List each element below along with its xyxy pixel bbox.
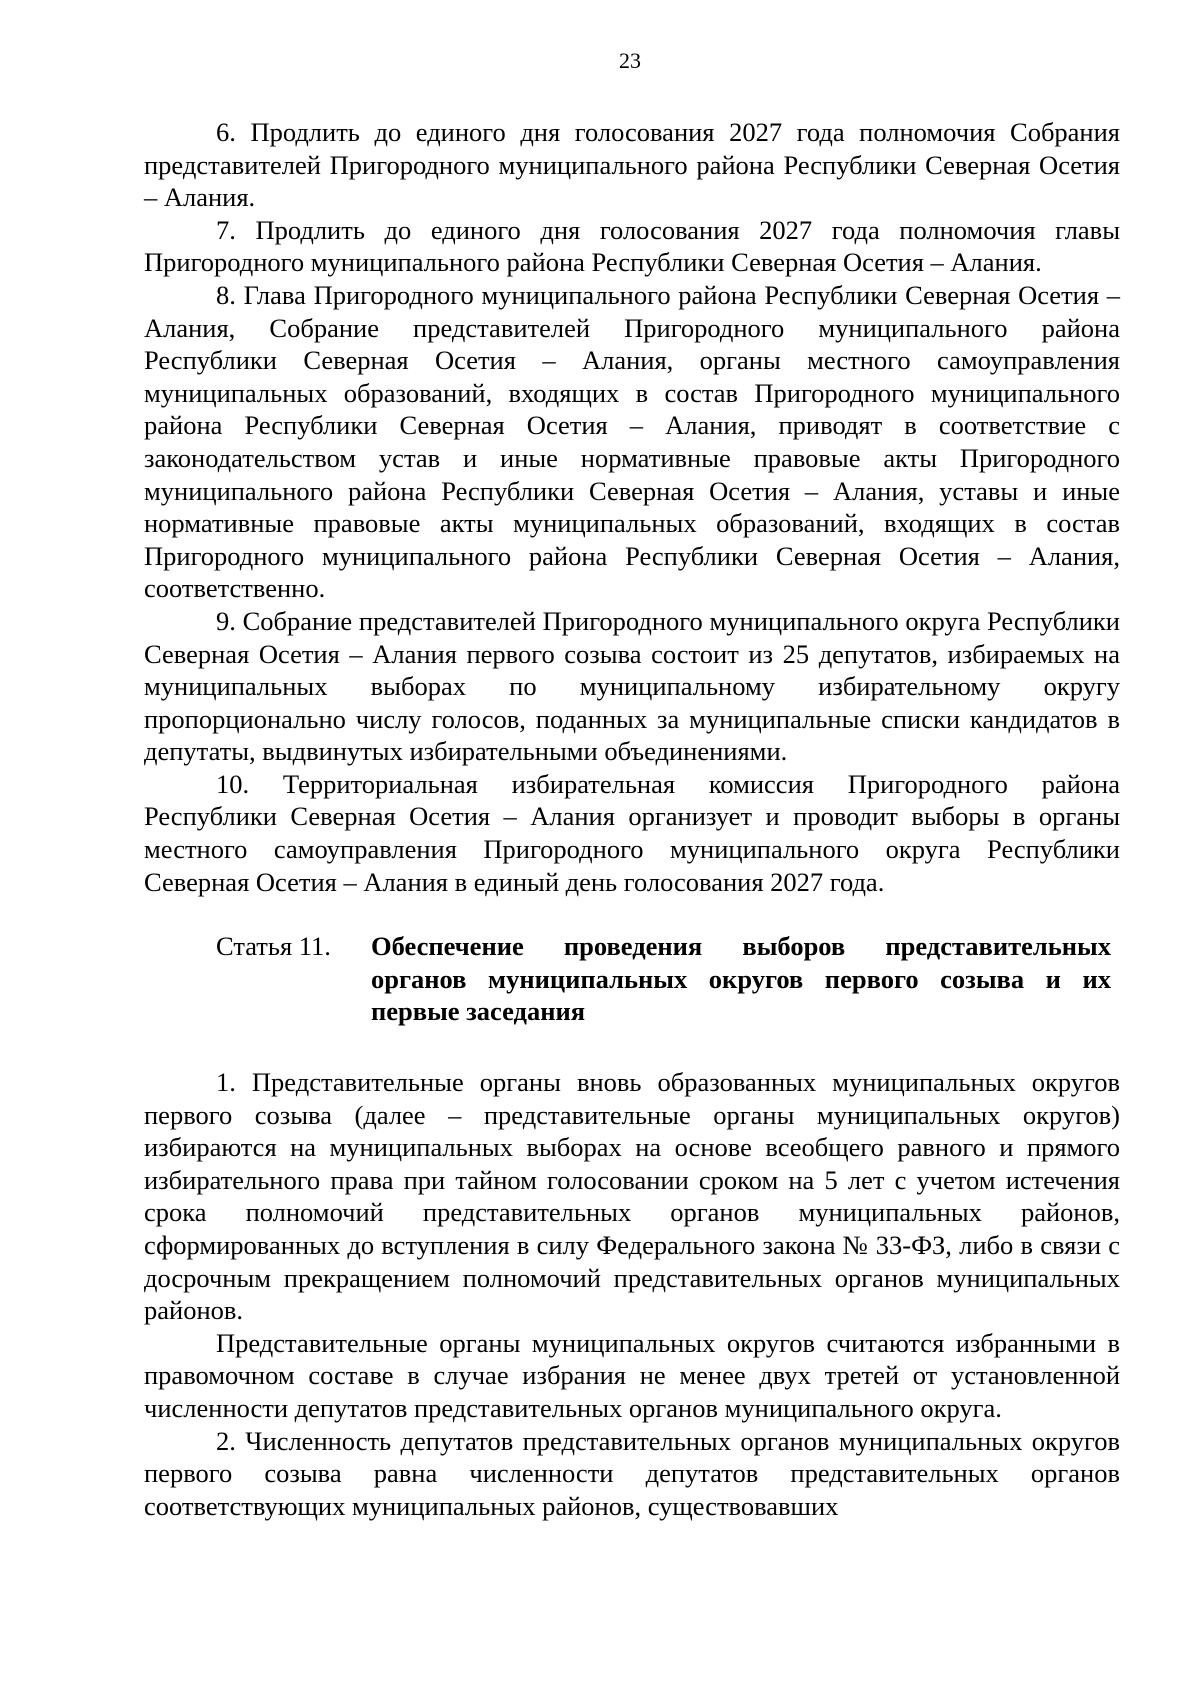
article-paragraph-2: 2. Численность депутатов представительных органов муниципальных округов первого созыва равна численности депутатов представительных органов соответствующих муниципальных районов, существовавших (144, 1425, 1120, 1521)
article-paragraph-1: 1. Представительные органы вновь образованных муниципальных округов первого созыва (далее – представительные органы муниципальных округов) избираются на муниципальных выборах на основе всеобщего равного и прямого избирательного права при тайном голосовании сроком на 5 лет с учетом истечения срока полномочий представительных органов муниципальных районов, сформированных до вступления в силу Федерального закона № 33-ФЗ, либо в связи с досрочным прекращением полномочий представительных органов муниципальных районов. (144, 1067, 1120, 1326)
article-label: Статья 11. (216, 931, 331, 961)
section-top (144, 116, 1120, 898)
paragraph-8: 8. Глава Пригородного муниципального района Республики Северная Осетия – Алания, Собрание представителей Пригородного муниципального района Республики Северная Осетия – Алания, органы местного самоуправления муниципальных образований, входящих в состав Пригородного муниципального района Республики Северная Осетия – Алания, приводят в соответствие с законодательством устав и иные нормативные правовые акты Пригородного муниципального района Республики Северная Осетия – Алания, уставы и иные нормативные правовые акты муниципальных образований, входящих в состав Пригородного муниципального района Республики Северная Осетия – Алания, соответственно. (144, 279, 1120, 604)
paragraph-7: 7. Продлить до единого дня голосования 2027 года полномочия главы Пригородного муниципального района Республики Северная Осетия – Алания. (144, 214, 1120, 278)
paragraph-9: 9. Собрание представителей Пригородного муниципального округа Республики Северная Осетия – Алания первого созыва состоит из 25 депутатов, избираемых на муниципальных выборах по муниципальному избирательному округу пропорционально числу голосов, поданных за муниципальные списки кандидатов в депутаты, выдвинутых избирательными объединениями. (144, 605, 1120, 767)
paragraph-6: 6. Продлить до единого дня голосования 2027 года полномочия Собрания представителей Пригородного муниципального района Республики Северная Осетия – Алания. (144, 117, 1120, 213)
article-paragraph-1-continued: Представительные органы муниципальных округов считаются избранными в правомочном составе в случае избрания не менее двух третей от установленной численности депутатов представительных органов муниципального округа. (144, 1327, 1120, 1423)
article-body (144, 1066, 1120, 1522)
paragraph-10: 10. Территориальная избирательная комиссия Пригородного района Республики Северная Осетия – Алания организует и проводит выборы в органы местного самоуправления Пригородного муниципального округа Республики Северная Осетия – Алания в единый день голосования 2027 года. (144, 768, 1120, 897)
page-number: 23 (619, 48, 641, 73)
article-title: Обеспечение проведения выборов представительных органов муниципальных округов первого созыва и их первые заседания (371, 931, 1111, 1027)
